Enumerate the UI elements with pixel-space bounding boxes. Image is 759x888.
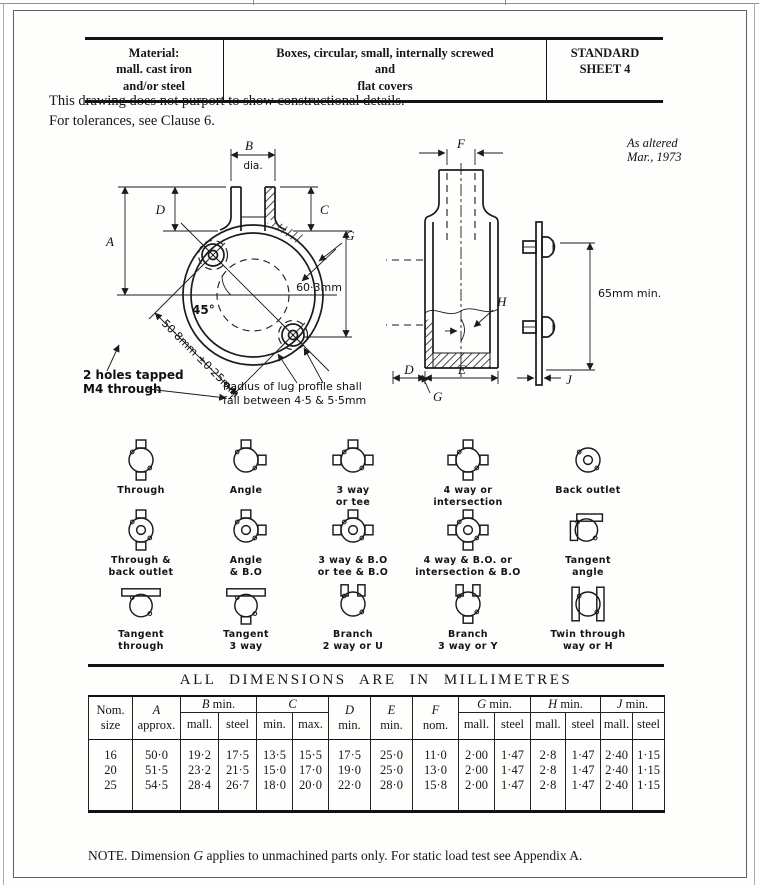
value-cell: 2·40 <box>601 740 633 764</box>
value-cell: 2·40 <box>601 778 633 812</box>
box-type-way4-bo <box>412 506 524 579</box>
col-header-nom-size: Nom. size <box>89 696 133 740</box>
as-altered-line-1: As altered <box>627 136 678 150</box>
value-cell: 2·8 <box>531 778 566 812</box>
box-type-twin-through <box>532 580 644 653</box>
tangent-through-symbol-icon <box>116 580 166 628</box>
box-type-caption: Tangent through <box>118 629 164 652</box>
value-cell: 2·00 <box>459 763 495 778</box>
value-cell: 17·5 <box>329 740 371 764</box>
sheet-number-line: SHEET 4 <box>579 62 631 77</box>
value-cell: 2·00 <box>459 778 495 812</box>
box-type-caption: Branch 2 way or U <box>322 629 384 652</box>
sub-header-h-mall: mall. <box>531 713 566 740</box>
dim-label-60-3: 60·3mm <box>296 281 342 294</box>
radius-note-line-2: fall between 4·5 & 5·5mm <box>223 394 367 407</box>
box-type-through <box>85 436 197 497</box>
box-type-caption: 4 way & B.O. or intersection & B.O <box>415 555 521 578</box>
box-type-angle <box>190 436 302 497</box>
way3-symbol-icon <box>328 436 378 484</box>
box-type-caption: Angle & B.O <box>229 555 263 578</box>
col-header-c: C <box>257 696 329 713</box>
col-header-j-min: J min. <box>601 696 665 713</box>
material-line: mall. cast iron <box>116 62 192 77</box>
back-outlet-symbol-icon <box>563 436 613 484</box>
dim-label-j: J <box>566 372 572 387</box>
dim-label-dia: dia. <box>243 160 263 172</box>
cover-view <box>517 222 661 387</box>
box-type-caption: Tangent 3 way <box>223 629 269 652</box>
dim-label-f: F <box>457 136 465 151</box>
dimensions-table <box>88 695 665 813</box>
scan-artifact-tick <box>253 0 254 5</box>
value-cell: 13·5 <box>257 740 293 764</box>
value-cell: 1·47 <box>495 740 531 764</box>
col-header-b-min: B min. <box>181 696 257 713</box>
box-type-angle-bo <box>190 506 302 579</box>
footnote <box>88 848 582 864</box>
material-line: Material: <box>128 46 180 60</box>
dim-label-b: B <box>245 138 253 153</box>
value-cell: 17·0 <box>293 763 329 778</box>
value-cell: 1·47 <box>495 778 531 812</box>
tangent-3way-symbol-icon <box>221 580 271 628</box>
footnote-text: applies to unmachined parts only. For static load test see Appendix A. <box>203 848 583 863</box>
value-cell: 22·0 <box>329 778 371 812</box>
box-type-caption: Tangent angle <box>565 555 611 578</box>
box-type-caption: Twin through way or H <box>550 629 626 652</box>
value-cell: 15·8 <box>413 778 459 812</box>
sub-header-c-min: min. <box>257 713 293 740</box>
value-cell: 2·8 <box>531 763 566 778</box>
box-type-through-bo <box>85 506 197 579</box>
dim-label-e: E <box>458 362 466 377</box>
value-cell: 1·47 <box>566 740 601 764</box>
cover-screw-bottom <box>523 317 554 337</box>
sheet-title-line: and <box>374 62 396 77</box>
sub-header-g-steel: steel <box>495 713 531 740</box>
box-type-caption: 4 way or intersection <box>433 485 503 508</box>
box-type-caption: Through <box>117 485 165 496</box>
table-row <box>89 778 665 812</box>
footnote-g: G <box>193 848 204 863</box>
dim-label-c: C <box>320 202 329 217</box>
value-cell: 25·0 <box>371 740 413 764</box>
branch-3way-symbol-icon <box>443 580 493 628</box>
box-type-branch-3way <box>412 580 524 653</box>
side-view <box>386 136 507 404</box>
value-cell: 51·5 <box>133 763 181 778</box>
value-cell: 1·15 <box>633 763 665 778</box>
value-cell: 13·0 <box>413 763 459 778</box>
intro-line-2: For tolerances, see Clause 6. <box>49 112 215 129</box>
col-header-h-min: H min. <box>531 696 601 713</box>
value-cell: 1·15 <box>633 778 665 812</box>
sub-header-b-mall: mall. <box>181 713 219 740</box>
dim-label-g2: G <box>433 389 443 404</box>
scan-artifact-line <box>0 3 759 4</box>
value-cell: 2·00 <box>459 740 495 764</box>
holes-note-line-1: 2 holes tapped <box>83 368 184 382</box>
sub-header-j-mall: mall. <box>601 713 633 740</box>
technical-drawing <box>15 125 745 435</box>
way3-bo-symbol-icon <box>328 506 378 554</box>
angle-bo-symbol-icon <box>221 506 271 554</box>
sheet-title-cell <box>223 40 547 100</box>
dim-label-h: H <box>497 294 507 309</box>
twin-through-symbol-icon <box>563 580 613 628</box>
dim-label-g: G <box>345 228 355 243</box>
material-cell <box>85 40 223 100</box>
value-cell: 16 <box>89 740 133 764</box>
table-row <box>89 740 665 764</box>
value-cell: 20 <box>89 763 133 778</box>
dim-label-65mm: 65mm min. <box>598 287 662 300</box>
sheet-title-line: Boxes, circular, small, internally screwed <box>276 46 494 60</box>
box-type-caption: Branch 3 way or Y <box>438 629 498 652</box>
box-type-way3-bo <box>297 506 409 579</box>
box-type-back-outlet <box>532 436 644 497</box>
dim-label-d2: D <box>404 362 414 377</box>
value-cell: 50·0 <box>133 740 181 764</box>
dim-label-lug-pitch: 50·8mm ±0·25mm <box>158 316 243 401</box>
box-type-caption: Back outlet <box>555 485 621 496</box>
value-cell: 1·47 <box>566 778 601 812</box>
dimensions-section <box>88 664 664 813</box>
box-type-branch-2way <box>297 580 409 653</box>
box-type-tangent-through <box>85 580 197 653</box>
material-line: and/or steel <box>123 78 185 93</box>
col-header-e-min: E min. <box>371 696 413 740</box>
value-cell: 20·0 <box>293 778 329 812</box>
through-symbol-icon <box>116 436 166 484</box>
value-cell: 2·40 <box>601 763 633 778</box>
sheet-title-line: flat covers <box>357 78 413 93</box>
sub-header-c-max: max. <box>293 713 329 740</box>
col-header-a: A approx. <box>133 696 181 740</box>
col-header-f-nom: F nom. <box>413 696 459 740</box>
value-cell: 1·47 <box>566 763 601 778</box>
front-view <box>83 138 366 407</box>
col-header-g-min: G min. <box>459 696 531 713</box>
box-type-caption: 3 way or tee <box>335 485 371 508</box>
box-type-caption: Through & back outlet <box>108 555 174 578</box>
through-bo-symbol-icon <box>116 506 166 554</box>
holes-note-line-2: M4 through <box>83 382 162 396</box>
scan-artifact-edge <box>754 3 755 885</box>
sub-header-h-steel: steel <box>566 713 601 740</box>
value-cell: 28·4 <box>181 778 219 812</box>
header-group-row <box>89 696 665 713</box>
sub-header-b-steel: steel <box>219 713 257 740</box>
box-type-way4 <box>412 436 524 509</box>
value-cell: 17·5 <box>219 740 257 764</box>
box-type-tangent-3way <box>190 580 302 653</box>
footnote-text: NOTE. Dimension <box>88 848 194 863</box>
box-type-tangent-angle <box>532 506 644 579</box>
box-type-way3 <box>297 436 409 509</box>
scan-artifact-tick <box>505 0 506 5</box>
sheet-number-cell <box>547 40 663 100</box>
dim-label-a: A <box>106 234 114 249</box>
dim-label-45deg: 45° <box>192 303 215 317</box>
col-header-d-min: D min. <box>329 696 371 740</box>
branch-2way-symbol-icon <box>328 580 378 628</box>
way4-bo-symbol-icon <box>443 506 493 554</box>
value-cell: 1·47 <box>495 763 531 778</box>
value-cell: 11·0 <box>413 740 459 764</box>
angle-symbol-icon <box>221 436 271 484</box>
value-cell: 19·0 <box>329 763 371 778</box>
value-cell: 25 <box>89 778 133 812</box>
value-cell: 15·0 <box>257 763 293 778</box>
intro-line-1: This drawing does not purport to show constructional details. <box>49 93 405 109</box>
radius-note-line-1: Radius of lug profile shall <box>223 380 362 393</box>
value-cell: 23·2 <box>181 763 219 778</box>
table-title: ALL DIMENSIONS ARE IN MILLIMETRES <box>179 672 573 688</box>
value-cell: 25·0 <box>371 763 413 778</box>
table-row <box>89 763 665 778</box>
way4-symbol-icon <box>443 436 493 484</box>
value-cell: 1·15 <box>633 740 665 764</box>
value-cell: 18·0 <box>257 778 293 812</box>
as-altered-line-2: Mar., 1973 <box>627 150 682 164</box>
box-type-caption: 3 way & B.O or tee & B.O <box>317 555 389 578</box>
value-cell: 19·2 <box>181 740 219 764</box>
dim-label-d: D <box>155 202 165 217</box>
cover-screw-top <box>523 237 554 257</box>
value-cell: 54·5 <box>133 778 181 812</box>
value-cell: 2·8 <box>531 740 566 764</box>
tangent-angle-symbol-icon <box>563 506 613 554</box>
box-type-caption: Angle <box>229 485 263 496</box>
value-cell: 15·5 <box>293 740 329 764</box>
sub-header-g-mall: mall. <box>459 713 495 740</box>
sub-header-j-steel: steel <box>633 713 665 740</box>
value-cell: 26·7 <box>219 778 257 812</box>
value-cell: 21·5 <box>219 763 257 778</box>
value-cell: 28·0 <box>371 778 413 812</box>
sheet-number-line: STANDARD <box>570 46 640 60</box>
scan-artifact-edge <box>3 3 4 885</box>
